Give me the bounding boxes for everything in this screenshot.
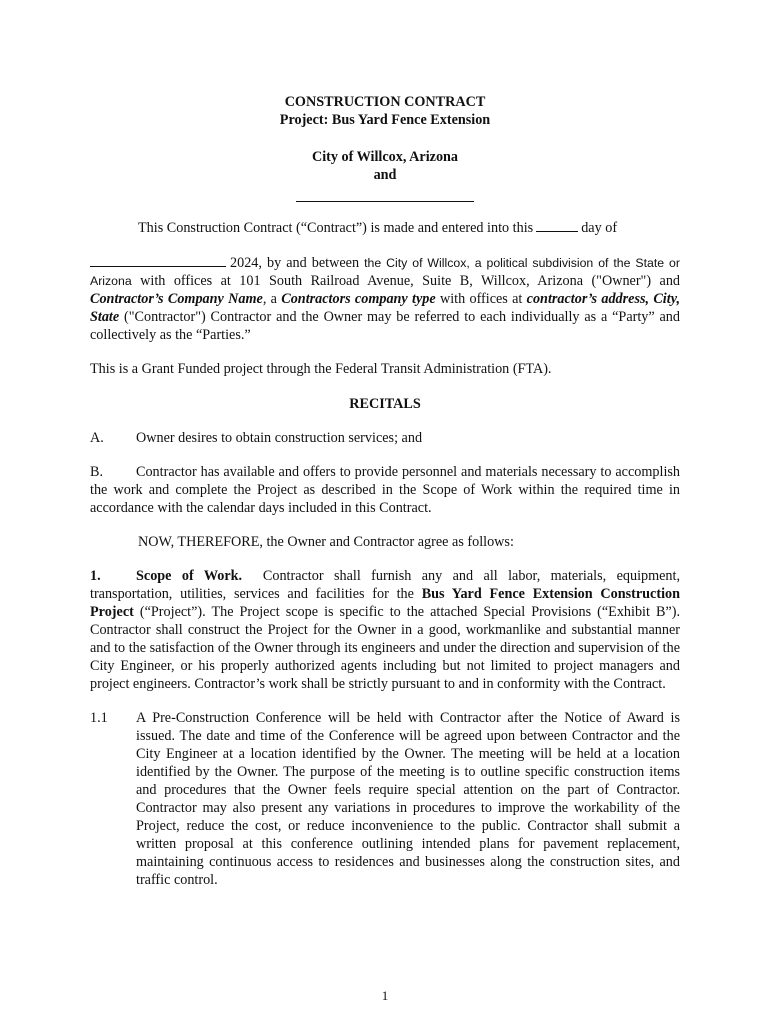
contractor-company-type: Contractors company type [281, 291, 436, 307]
recital-b [90, 463, 680, 517]
grant-statement: This is a Grant Funded project through the Federal Transit Administration (FTA). [90, 361, 552, 377]
recital-b-text: Contractor has available and offers to provide personnel and materials necessary to accomplish the work and complete the Project as described in the Scope of Work within the required time in accordance with the calendar days included in this Contract. [90, 464, 680, 516]
recital-a-letter: A. [90, 430, 104, 446]
contract-title: CONSTRUCTION CONTRACT [284, 94, 486, 110]
and-text: and [373, 167, 397, 183]
intro-with-offices: with offices at [439, 291, 523, 307]
recital-a [90, 429, 680, 447]
project-name: Project: Bus Yard Fence Extension [279, 112, 491, 128]
day-blank [536, 219, 578, 232]
section-1-1-text: A Pre-Construction Conference will be held with Contractor after the Notice of Award is issued. The date and time of the Conference will be agreed upon between Contractor and the City Engineer at a location identified by the Owner. The meeting will be held at a location identified by the Owner. The purpose of the meeting is to outline specific construction items and procedures that the Owner feels require special attention on the part of Contractor. Contractor may also present any variations in procedures to improve the workability of the Project, reduce the cost, or reduce inconvenience to the public. Contractor shall submit a written proposal at this conference outlining intended plans for pavement replacement, maintaining continuous access to residences and businesses along the construction sites, and traffic control. [136, 710, 680, 888]
section-1 [90, 567, 680, 693]
page-number: 1 [381, 988, 389, 1003]
intro-text-1: This Construction Contract (“Contract”) is made and entered into this [138, 220, 534, 236]
section-1-number: 1. [90, 568, 101, 584]
section-1-text-a: Contractor shall furnish any and all labor, materials, equipment, transportation, utilities, services and facilities for the [90, 568, 681, 602]
section-1-1 [90, 709, 680, 889]
intro-paragraph [90, 254, 680, 344]
recital-b-letter: B. [90, 464, 104, 480]
contractor-company-name: Contractor’s Company Name [90, 291, 263, 307]
intro-date-year: 2024, by and between [230, 255, 360, 271]
intro-closing: ("Contractor") Contractor and the Owner may be referred to each individually as a “Party” and collectively as the “Parties.” [90, 309, 680, 343]
intro-comma-a: , a [262, 291, 277, 307]
now-therefore: NOW, THEREFORE, the Owner and Contractor agree as follows: [138, 534, 514, 550]
section-1-text-b: (“Project”). The Project scope is specific to the attached Special Provisions (“Exhibit B”). Contractor shall construct the Project for the Owner in a good, workmanlike and substantial manner and to the satisfaction of the Owner through its engineers and under the direction and supervision of the City Engineer, or his properly authorized agents including but not limited to project managers and project engineers. Contractor’s work shall be strictly pursuant to and in conformity with the Contract. [90, 604, 680, 692]
document-body [90, 93, 680, 889]
contractor-address: contractor’s address, City, State [90, 291, 681, 325]
section-1-heading: Scope of Work. [136, 568, 243, 584]
intro-owner-snippet: the City of Willcox, a political subdivision of the State or Arizona [90, 256, 680, 288]
city-name: City of Willcox, Arizona [311, 149, 459, 165]
recitals-heading: RECITALS [349, 396, 421, 412]
contractor-signature-line [296, 184, 474, 202]
intro-line-1 [90, 219, 680, 237]
title-block [90, 93, 680, 202]
intro-owner-offices: with offices at 101 South Railroad Avenue, Suite B, Willcox, Arizona ("Owner") and [140, 273, 681, 289]
intro-text-day-of: day of [581, 220, 618, 236]
section-1-project-name: Bus Yard Fence Extension Construction Project [90, 586, 681, 620]
date-blank [90, 254, 226, 267]
section-1-1-number: 1.1 [90, 710, 108, 726]
recital-a-text: Owner desires to obtain construction services; and [136, 430, 423, 446]
